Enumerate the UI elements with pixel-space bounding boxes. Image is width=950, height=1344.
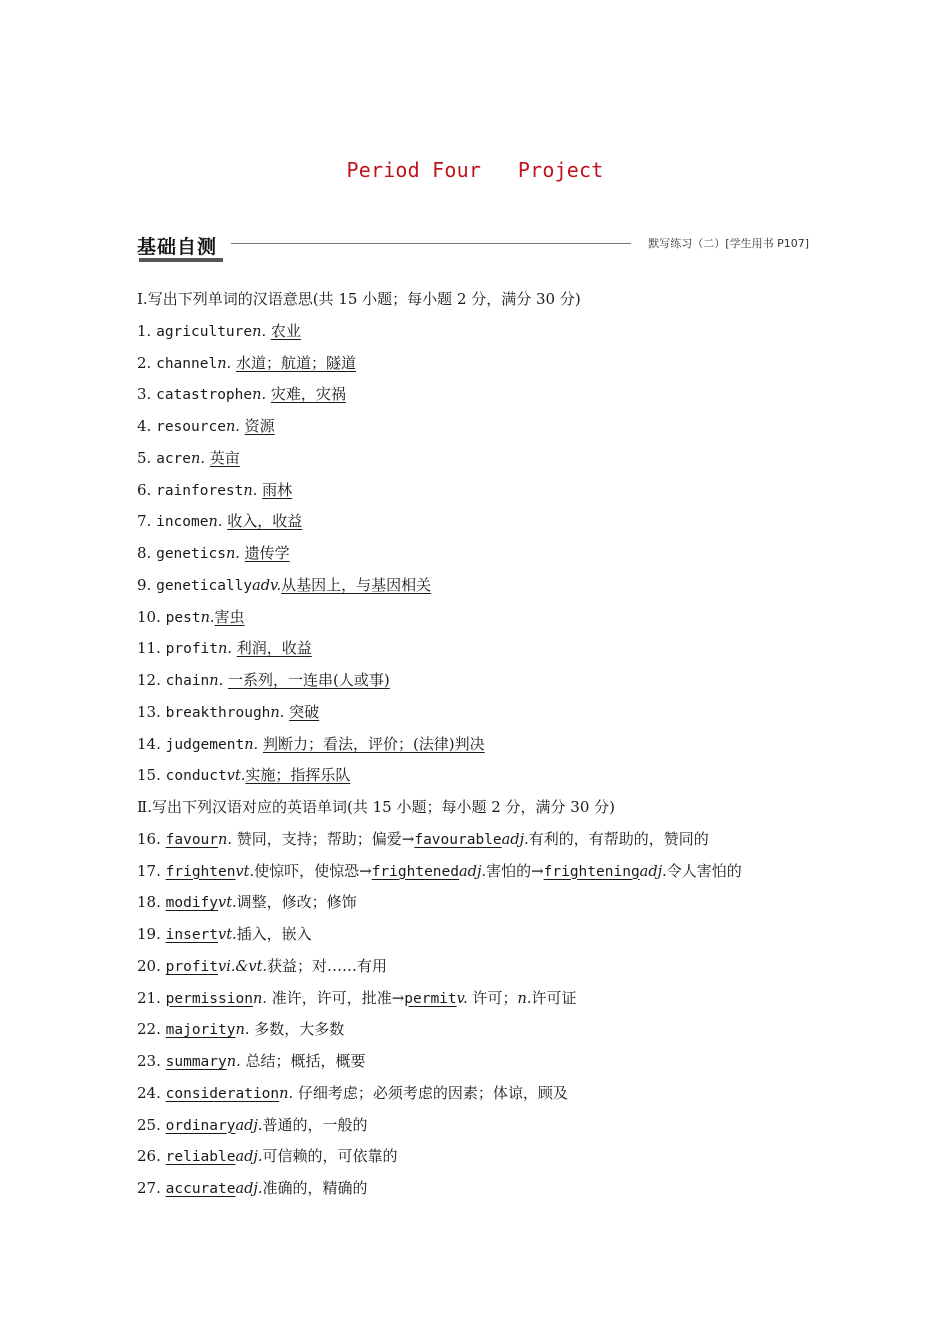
item-meaning: 调整，修改；修饰: [236, 893, 357, 912]
list-item: [137, 669, 837, 701]
item-pos: n.: [191, 450, 205, 467]
item-meaning: 可信赖的，可依靠的: [262, 1147, 398, 1166]
item-number: 20.: [137, 956, 161, 975]
section-banner: [137, 228, 809, 268]
list-item: [137, 1018, 837, 1050]
item-pos: adv.: [252, 577, 282, 594]
item-pos: vt.: [218, 895, 237, 912]
item-number: 5.: [137, 448, 152, 467]
item-number: 19.: [137, 925, 161, 943]
item-pos: n.: [225, 419, 240, 435]
item-number: 17.: [137, 861, 161, 880]
item-derivative-word: permit: [404, 990, 457, 1007]
item-answer: 灾难，灾祸: [270, 385, 346, 404]
item-number: 1.: [137, 321, 152, 340]
item-pos: n.: [226, 1054, 241, 1070]
page-title: Period Four Project: [346, 158, 604, 182]
item-answer: ordinary: [165, 1117, 236, 1134]
list-item: [137, 479, 837, 511]
item-word: catastrophe: [156, 387, 253, 404]
item-derivative-word: frightened: [371, 863, 460, 880]
item-number: 23.: [137, 1052, 161, 1070]
list-item: [137, 828, 837, 860]
item-derivative-meaning: 害怕的→: [486, 861, 544, 880]
item-meaning: 总结；概括，概要: [245, 1052, 366, 1070]
item-meaning: 使惊吓，使惊恐→: [254, 861, 372, 880]
item-word: resource: [156, 419, 226, 435]
list-item: [137, 1177, 837, 1209]
item-derivative-meaning-2: 许可证: [531, 988, 577, 1007]
item-number: 7.: [137, 512, 152, 531]
item-word: acre: [156, 450, 192, 467]
item-pos: n.: [252, 990, 267, 1007]
list-item: [137, 1145, 837, 1177]
item-pos: vt.: [226, 768, 246, 785]
item-pos: n.: [252, 387, 267, 404]
item-number: 13.: [137, 702, 161, 721]
section-2-heading: Ⅱ.写出下列汉语对应的英语单词(共 15 小题；每小题 2 分，满分 30 分): [137, 798, 615, 816]
item-word: breakthrough: [165, 704, 271, 721]
item-number: 3.: [137, 385, 152, 404]
item-derivative-word: favourable: [414, 831, 502, 848]
item-answer: 收入，收益: [227, 512, 303, 531]
item-derivative-pos-2: adj.: [639, 863, 667, 880]
item-pos: n.: [270, 704, 285, 721]
item-number: 26.: [137, 1147, 161, 1166]
item-meaning: 准确的，精确的: [262, 1179, 368, 1197]
item-answer: modify: [165, 895, 219, 912]
item-pos: vt.: [218, 927, 237, 943]
list-item: [137, 1050, 837, 1082]
item-answer: profit: [165, 958, 219, 975]
item-derivative-meaning: 许可；: [472, 988, 518, 1007]
item-number: 14.: [137, 734, 161, 753]
list-item: [137, 923, 837, 955]
list-item: [137, 320, 837, 352]
item-pos: n.: [208, 514, 223, 531]
item-number: 6.: [137, 480, 152, 499]
item-answer: 雨林: [262, 480, 293, 499]
item-number: 27.: [137, 1179, 161, 1197]
list-item: [137, 383, 837, 415]
exercise-content: [137, 288, 837, 1209]
item-answer: insert: [165, 927, 219, 943]
item-pos: adj.: [235, 1181, 263, 1197]
banner-divider: [231, 243, 631, 244]
item-word: genetically: [156, 577, 253, 594]
item-answer: 突破: [289, 702, 320, 721]
item-meaning: 插入，嵌入: [236, 925, 312, 943]
item-pos: n.: [243, 482, 258, 499]
item-answer: 利润，收益: [236, 639, 312, 658]
item-answer: 水道；航道；隧道: [235, 353, 356, 372]
item-pos: vi.&vt.: [218, 958, 268, 975]
banner-tag-underline: [139, 258, 223, 262]
item-answer: 判断力；看法，评价；(法律)判决: [262, 734, 485, 753]
item-word: profit: [165, 641, 219, 658]
item-meaning: 普通的，一般的: [262, 1115, 368, 1134]
list-item: [137, 637, 837, 669]
list-item: [137, 955, 837, 987]
item-pos: n.: [209, 673, 224, 689]
item-word: channel: [156, 355, 218, 372]
item-pos: adj.: [235, 1117, 263, 1134]
item-pos: n.: [218, 641, 232, 658]
list-item: [137, 510, 837, 542]
list-item: [137, 1114, 837, 1146]
item-answer: favour: [165, 831, 219, 848]
item-pos: n.: [225, 546, 240, 562]
section-1-heading: Ⅰ.写出下列单词的汉语意思(共 15 小题；每小题 2 分，满分 30 分): [137, 290, 581, 308]
item-number: 10.: [137, 607, 161, 626]
item-pos: adj.: [235, 1149, 263, 1166]
list-item: [137, 733, 837, 765]
item-answer: summary: [165, 1054, 227, 1070]
item-word: genetics: [156, 546, 226, 562]
item-word: chain: [165, 673, 210, 689]
banner-reference: 默写练习（二）[学生用书 P107]: [648, 237, 809, 250]
item-pos: n.: [235, 1022, 250, 1039]
item-number: 18.: [137, 893, 161, 912]
list-item: [137, 987, 837, 1019]
item-answer: 实施；指挥乐队: [245, 766, 351, 785]
item-derivative-pos-2: n.: [517, 990, 532, 1007]
banner-tag: 基础自测: [137, 236, 218, 258]
item-derivative-pos: adj.: [459, 863, 487, 880]
item-number: 22.: [137, 1020, 161, 1039]
item-word: judgement: [165, 736, 245, 753]
list-item: [137, 542, 837, 574]
item-meaning: 多数，大多数: [254, 1020, 345, 1039]
item-pos: n.: [217, 355, 232, 372]
item-pos: n.: [252, 323, 267, 340]
item-pos: n.: [279, 1085, 294, 1102]
list-item: [137, 891, 837, 923]
item-word: conduct: [165, 768, 227, 785]
list-item: [137, 352, 837, 384]
item-answer: 一系列，一连串(人或事): [228, 671, 390, 689]
item-answer: 从基因上，与基因相关: [281, 575, 432, 594]
item-word: pest: [165, 609, 201, 626]
item-pos: vt.: [235, 863, 255, 880]
list-item: [137, 447, 837, 479]
item-pos: n.: [244, 736, 259, 753]
item-derivative-meaning: 有利的，有帮助的，赞同的: [528, 829, 709, 848]
item-number: 11.: [137, 639, 161, 658]
item-derivative-pos: v.: [456, 990, 468, 1007]
item-meaning: 赞同，支持；帮助；偏爱→: [236, 829, 415, 848]
item-answer: majority: [165, 1022, 236, 1039]
item-answer: accurate: [165, 1181, 236, 1197]
item-derivative-pos: adj.: [501, 831, 529, 848]
list-item: [137, 764, 837, 796]
item-meaning: 获益；对……有用: [267, 956, 388, 975]
item-number: 25.: [137, 1115, 161, 1134]
item-meaning: 准许，许可，批准→: [271, 988, 405, 1007]
item-pos: n.: [200, 609, 215, 626]
list-item: [137, 574, 837, 606]
item-answer: 遗传学: [244, 544, 290, 562]
item-number: 9.: [137, 575, 152, 594]
list-item: [137, 1082, 837, 1114]
list-item: [137, 606, 837, 638]
item-answer: frighten: [165, 863, 236, 880]
list-item: [137, 701, 837, 733]
item-number: 15.: [137, 766, 161, 785]
item-answer: 英亩: [209, 448, 240, 467]
item-number: 24.: [137, 1083, 161, 1102]
item-answer: 农业: [270, 321, 301, 340]
item-derivative-meaning-2: 令人害怕的: [666, 861, 742, 880]
item-number: 21.: [137, 988, 161, 1007]
item-answer: 资源: [244, 417, 275, 435]
item-word: rainforest: [156, 482, 244, 499]
list-item: [137, 415, 837, 447]
item-word: agriculture: [156, 323, 253, 340]
item-pos: n.: [218, 831, 232, 848]
item-answer: permission: [165, 990, 253, 1007]
item-number: 16.: [137, 829, 161, 848]
item-answer: 害虫: [214, 607, 245, 626]
item-number: 2.: [137, 353, 152, 372]
item-number: 8.: [137, 544, 152, 562]
item-number: 12.: [137, 671, 161, 689]
list-item: [137, 860, 837, 892]
item-answer: consideration: [165, 1085, 280, 1102]
item-number: 4.: [137, 417, 152, 435]
item-meaning: 仔细考虑；必须考虑的因素；体谅，顾及: [297, 1083, 568, 1102]
item-word: income: [156, 514, 209, 531]
item-answer: reliable: [165, 1149, 236, 1166]
item-derivative-word-2: frightening: [543, 863, 640, 880]
